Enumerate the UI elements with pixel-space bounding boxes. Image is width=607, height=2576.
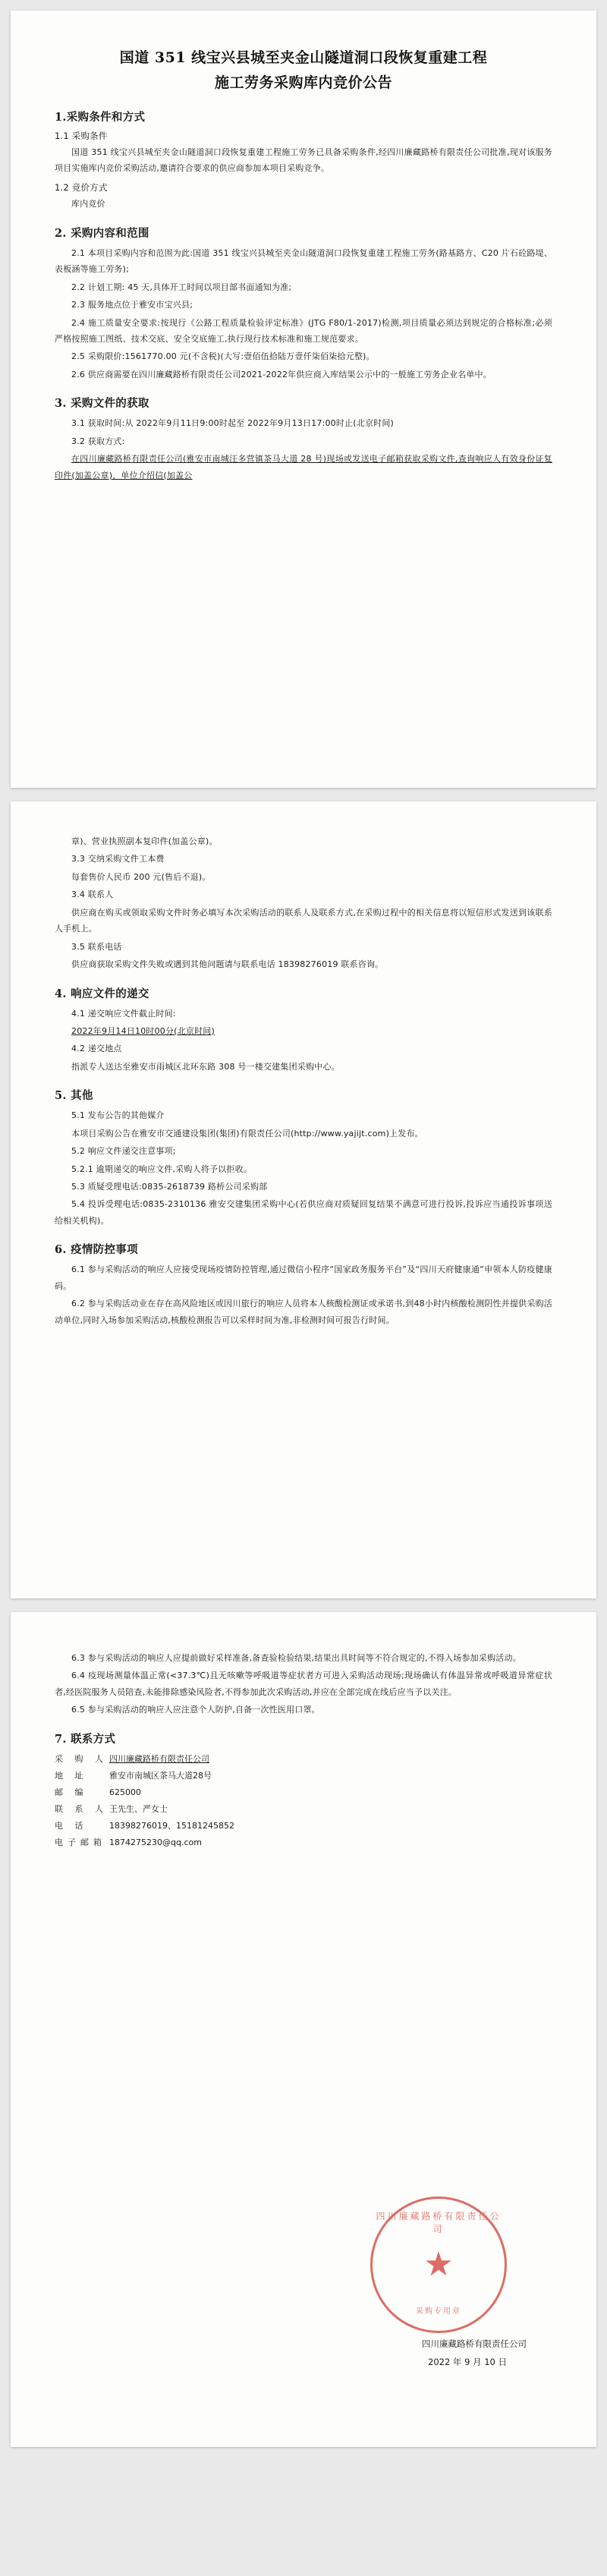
paragraph-6-2: 6.2 参与采购活动业在存在高风险地区或因川旅行的响应人员将本人核酸检测证或承诺书,到48小时内核酸检测阴性并提供采购活动单位,同时入场参加采购活动,核酸检测报告可以采样时间为准,非检测时间可报告行时间。 (55, 1299, 552, 1325)
contact-info (55, 1751, 552, 1851)
section-heading-1: 1.采购条件和方式 (55, 110, 146, 124)
paragraph-5-4: 5.4 投诉受理电话:0835-2310136 雅安交建集团采购中心(若供应商对质疑回复结果不满意可进行投诉,投诉应当通投诉事项送给相关机构)。 (55, 1199, 552, 1226)
paragraph-p2-top-7: 供应商获取采购文件失败或遇到其他问题请与联系电话 18398276019 联系咨询。 (71, 959, 384, 970)
contact-row-address (55, 1768, 552, 1784)
paragraph-6-3: 6.3 参与采购活动的响应人应提前做好采样准备,备查验检验结果,结果出具时间等不符合规定的,不得入场参加采购活动。 (71, 1653, 521, 1663)
section-heading-6: 6. 疫情防控事项 (55, 1243, 138, 1257)
contact-label-email: 电子邮箱 (55, 1837, 106, 1847)
company-seal-stamp (370, 2197, 507, 2333)
paragraph-5-2: 5.2 响应文件递交注意事项; (71, 1146, 176, 1157)
paragraph-5-1: 5.1 发布公告的其他媒介 (71, 1110, 165, 1121)
paragraph-2-4: 2.4 施工质量安全要求:按现行《公路工程质量检验评定标准》(JTG F80/1-2017)检测,项目质量必须达到规定的合格标准;必须严格按照施工图纸、技术交底、安全交底施工,执行现行技术标准和施工规范要求。 (55, 317, 552, 344)
paragraph-4-1-deadline: 2022年9月14日10时00分(北京时间) (71, 1025, 215, 1036)
section-heading-5: 5. 其他 (55, 1089, 93, 1103)
paragraph-5-2-1: 5.2.1 逾期递交的响应文件,采购人将予以拒收。 (71, 1164, 252, 1174)
contact-label-address: 地 址 (55, 1770, 88, 1781)
section-heading-7: 7. 联系方式 (55, 1732, 116, 1746)
page-3 (11, 1612, 596, 2447)
contact-value-phone: 18398276019、15181245852 (109, 1820, 234, 1831)
paragraph-4-1: 4.1 递交响应文件截止时间: (71, 1008, 176, 1019)
paragraph-3-2-detail: 在四川廉藏路桥有限责任公司(雅安市南城汪多营镇茶马大道 28 号)现场或发送电子邮箱获取采购文件,查询响应人有效身份证复印件(加盖公章)、单位介绍信(加盖公 (55, 454, 552, 480)
paragraph-3-1: 3.1 获取时间:从 2022年9月11日9:00时起至 2022年9月13日17:00时止(北京时间) (71, 418, 395, 429)
contact-value-email: 1874275230@qq.com (109, 1837, 202, 1847)
paragraph-2-5: 2.5 采购限价:1561770.00 元(不含税)(大写:壹佰伍拾陆万壹仟柒佰柒拾元整)。 (71, 351, 375, 362)
paragraph-1-1: 国道 351 线宝兴县城至夹金山隧道洞口段恢复重建工程施工劳务已具备采购条件,经四川廉藏路桥有限责任公司批准,现对该服务项目实施库内竞价采购活动,邀请符合要求的供应商参加本项目采购竞争。 (55, 146, 552, 173)
seal-top-text: 四川廉藏路桥有限责任公司 (376, 2211, 502, 2234)
paragraph-4-2-address: 指派专人送达至雅安市雨城区北环东路 308 号一楼交建集团采购中心。 (71, 1061, 340, 1072)
contact-row-phone (55, 1818, 552, 1834)
signature-date: 2022 年 9 月 10 日 (428, 2357, 507, 2367)
paragraph-p2-top-3: 每套售价人民币 200 元(售后不退)。 (71, 871, 211, 882)
paragraph-p2-top-4: 3.4 联系人 (71, 890, 114, 900)
contact-row-email (55, 1834, 552, 1851)
paragraph-6-4: 6.4 疫现场测量体温正常(<37.3℃)且无咳嗽等呼吸道等症状者方可进入采购活动现场;现场确认有体温异常或呼吸道异常症状者,经医院服务人员陪查,未能排除感染风险者,不得参加此次采购活动,并应在全部完成在线后应当予以关注。 (55, 1671, 552, 1697)
paragraph-p2-top-1: 章)、营业执照副本复印件(加盖公章)。 (71, 836, 218, 846)
contact-value-postcode: 625000 (109, 1787, 141, 1797)
paragraph-1-2: 库内竞价 (71, 199, 105, 209)
paragraph-2-2: 2.2 计划工期: 45 天,具体开工时间以项目部书面通知为准; (71, 282, 292, 292)
paragraph-5-1-media: 本项目采购公告在雅安市交通建设集团(集团)有限责任公司(http://www.yajijt.com)上发布。 (71, 1128, 423, 1138)
contact-value-person: 王先生、严女士 (109, 1803, 168, 1814)
title-line-1: 国道 351 线宝兴县城至夹金山隧道洞口段恢复重建工程 (119, 49, 488, 66)
page-3-top-spacer (55, 1642, 552, 1649)
contact-label-postcode: 邮 编 (55, 1787, 88, 1797)
paragraph-2-1: 2.1 本项目采购内容和范围为此:国道 351 线宝兴县城至夹金山隧道洞口段恢复重建工程施工劳务(路基路方、C20 片石砼路堤、表板涵等施工劳务); (55, 247, 552, 275)
signature-company: 四川廉藏路桥有限责任公司 (422, 2338, 527, 2349)
contact-label-phone: 电 话 (55, 1820, 88, 1831)
paragraph-2-3: 2.3 服务地点位于雅安市宝兴县; (71, 300, 193, 310)
contact-value-address: 雅安市南城区茶马大道28号 (109, 1770, 212, 1781)
contact-row-person (55, 1801, 552, 1818)
seal-bottom-text: 采购专用章 (416, 2307, 461, 2316)
paragraph-6-5: 6.5 参与采购活动的响应人应注意个人防护,自备一次性医用口罩。 (71, 1705, 320, 1715)
contact-label-person: 联 系 人 (55, 1803, 108, 1814)
contact-value-purchaser: 四川廉藏路桥有限责任公司 (109, 1753, 209, 1764)
page-title (55, 46, 552, 96)
section-heading-2: 2. 采购内容和范围 (55, 226, 149, 240)
paragraph-p2-top-6: 3.5 联系电话 (71, 941, 122, 952)
paragraph-p2-top-2: 3.3 交纳采购文件工本费 (71, 854, 165, 864)
paragraph-6-1: 6.1 参与采购活动的响应人应接受现场疫情防控管理,通过微信小程序“国家政务服务平台”及“四川天府健康通”申领本人防疫健康码。 (55, 1264, 552, 1291)
paragraph-p2-top-5: 供应商在购买或领取采购文件时务必填写本次采购活动的联系人及联系方式,在采购过程中的相关信息将以短信形式发送到该联系人手机上。 (55, 907, 552, 934)
title-line-2: 施工劳务采购库内竞价公告 (214, 74, 392, 92)
paragraph-5-3: 5.3 质疑受理电话:0835-2618739 路桥公司采购部 (71, 1182, 268, 1192)
paragraph-2-6: 2.6 供应商需要在四川廉藏路桥有限责任公司2021-2022年供应商入库结果公示中的一般施工劳务企业名单中。 (71, 369, 492, 379)
paragraph-4-2: 4.2 递交地点 (71, 1044, 122, 1054)
contact-row-postcode (55, 1784, 552, 1801)
contact-label-purchaser: 采 购 人 (55, 1753, 108, 1764)
paragraph-3-2: 3.2 获取方式: (71, 436, 125, 446)
seal-star-icon: ★ (423, 2245, 454, 2284)
section-heading-3: 3. 采购文件的获取 (55, 397, 149, 411)
section-heading-4: 4. 响应文件的递交 (55, 987, 149, 1000)
page-1 (11, 11, 596, 788)
contact-row-purchaser (55, 1751, 552, 1768)
page-2 (11, 801, 596, 1598)
subsection-1-1-label: 1.1 采购条件 (55, 130, 108, 141)
subsection-1-2-label: 1.2 竞价方式 (55, 182, 108, 194)
